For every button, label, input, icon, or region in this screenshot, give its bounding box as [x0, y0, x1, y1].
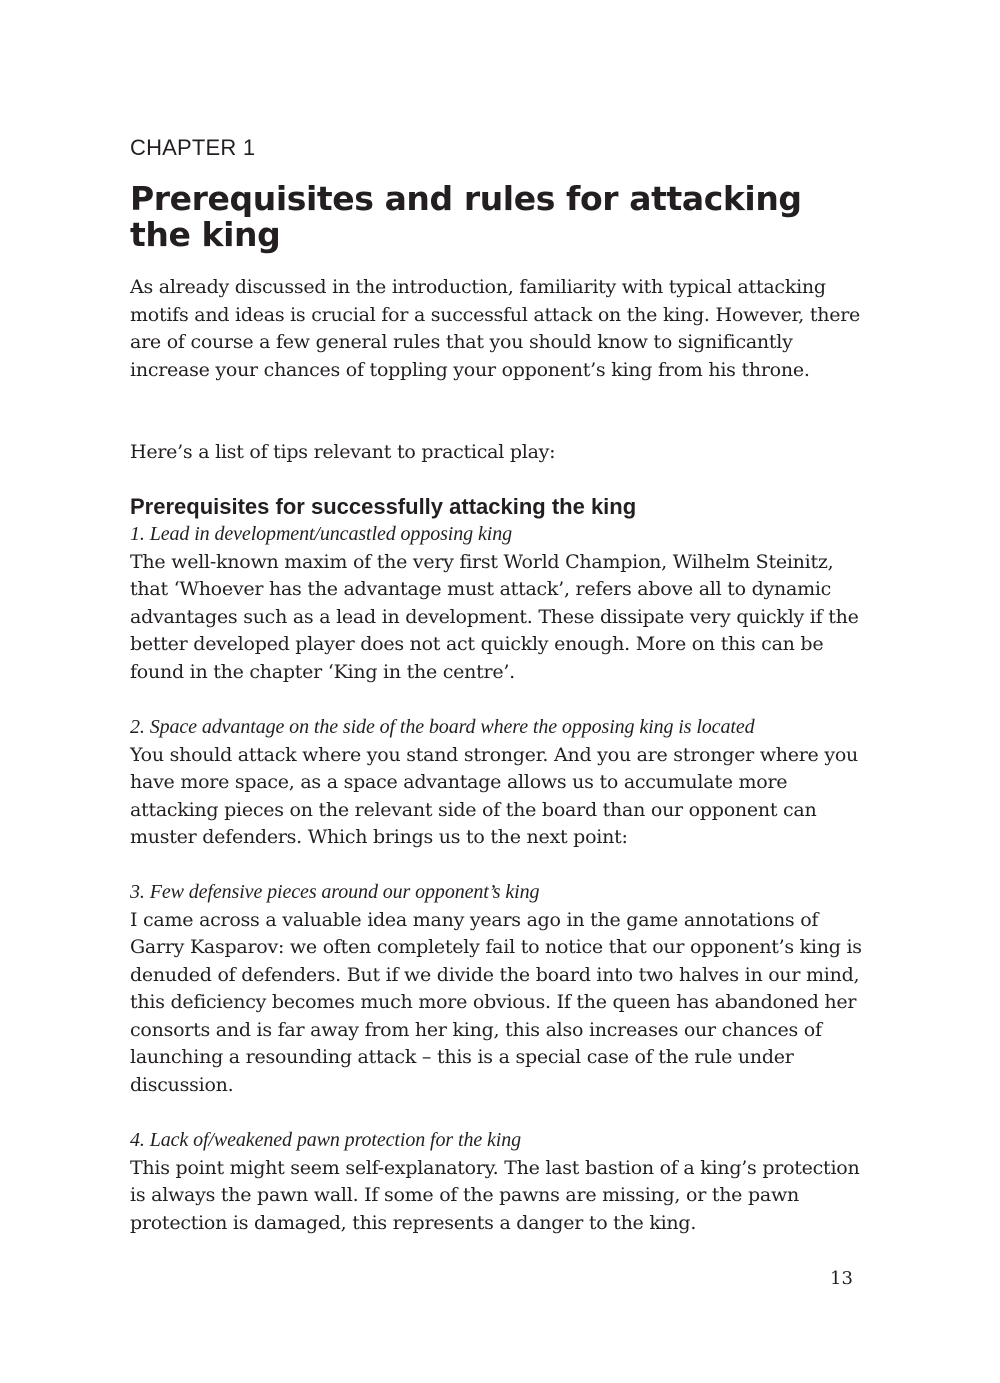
tip-1	[130, 521, 870, 686]
tip-title: 2. Space advantage on the side of the board where the opposing king is located	[130, 716, 755, 738]
page-number: 13	[830, 1268, 853, 1289]
tip-title: 1. Lead in development/uncastled opposing king	[130, 523, 513, 545]
tip-body: The well-known maxim of the very first World Champion, Wilhelm Steinitz, that ‘Whoever has the advantage must attack’, refers above all to dynamic advantages such as a lead in development. These dissipate very quickly if the better developed player does not act quickly enough. More on this can be found in the chapter ‘King in the centre’.	[130, 550, 859, 683]
tip-4	[130, 1127, 870, 1237]
tip-2	[130, 714, 870, 852]
chapter-title: Prerequisites and rules for attacking the king	[130, 179, 802, 254]
tip-body: You should attack where you stand stronger. And you are stronger where you have more space, as a space advantage allows us to accumulate more attacking pieces on the relevant side of the board than our opponent can muster defenders. Which brings us to the next point:	[130, 743, 859, 848]
tip-3	[130, 879, 870, 1099]
tip-title: 4. Lack of/weakened pawn protection for the king	[130, 1129, 522, 1151]
section-heading: Prerequisites for successfully attacking the king	[130, 494, 637, 519]
tip-body: I came across a valuable idea many years ago in the game annotations of Garry Kasparov: we often completely fail to notice that our opponent’s king is denuded of defenders. But if we divide the board into two halves in our mind, this deficiency becomes much more obvious. If the queen has abandoned her consorts and is far away from her king, this also increases our chances of launching a resounding attack – this is a special case of the rule under discussion.	[130, 908, 862, 1096]
intro-list-lead: Here’s a list of tips relevant to practical play:	[130, 441, 556, 463]
tip-body: This point might seem self-explanatory. The last bastion of a king’s protection is always the pawn wall. If some of the pawns are missing, or the pawn protection is damaged, this represents a danger to the king.	[130, 1156, 860, 1234]
book-page	[130, 0, 870, 1383]
tip-title: 3. Few defensive pieces around our opponent’s king	[130, 881, 540, 903]
intro-paragraph: As already discussed in the introduction, familiarity with typical attacking motifs and ideas is crucial for a successful attack on the king. However, there are of course a few general rules that you should know to significantly increase your chances of toppling your opponent’s king from his throne.	[130, 276, 861, 381]
chapter-label: CHAPTER 1	[130, 135, 256, 160]
